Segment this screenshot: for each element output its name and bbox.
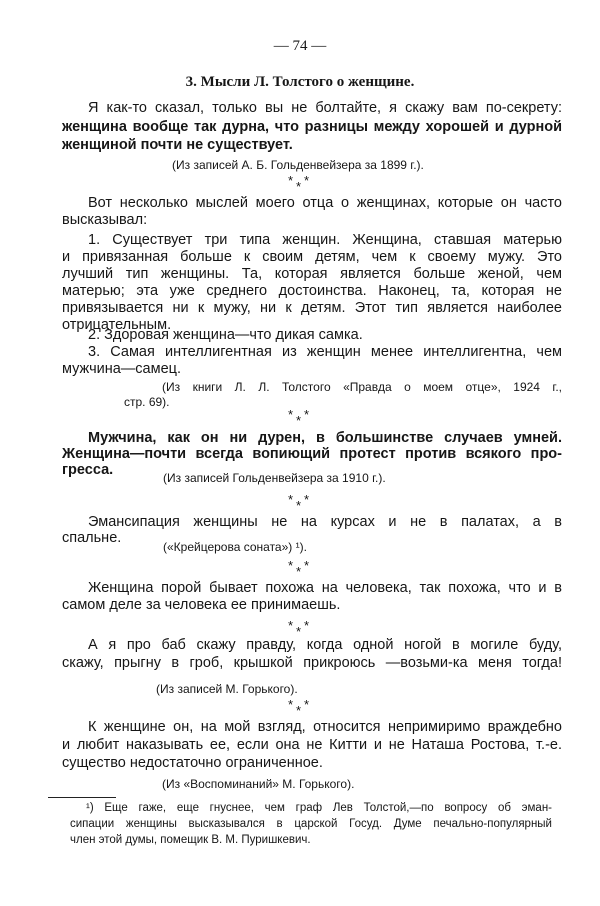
footnote-line: сипации женщины высказывался в царской Госуд. Думе печально-популярный — [70, 818, 552, 830]
paragraph-line: Женщина—почти всегда вопиющий протест против всякого про- — [62, 446, 562, 462]
citation: («Крейцерова соната») ¹). — [163, 540, 307, 554]
paragraph-line: самом деле за человека ее принимаешь. — [62, 597, 341, 613]
paragraph-line: Я как-то сказал, только вы не болтайте, я скажу вам по-секрету: — [88, 100, 562, 116]
paragraph-line: лучший тип женщины. Та, которая является больше женой, чем — [62, 266, 562, 282]
paragraph-line: А я про баб скажу правду, когда одной ногой в могиле буду, — [88, 637, 562, 653]
paragraph-line: скажу, прыгну в гроб, крышкой прикроюсь —возьми-ка меня тогда! — [62, 655, 562, 671]
asterism-divider — [288, 558, 312, 578]
paragraph-line: и любит наказывать ее, если она не Китти и не Наташа Ростова, т.-е. — [62, 737, 562, 753]
paragraph-line: К женщине он, на мой взгляд, относится непримиримо враждебно — [88, 719, 562, 735]
citation: (Из записей А. Б. Гольденвейзера за 1899 г.). — [172, 158, 424, 172]
citation: стр. 69). — [124, 395, 170, 409]
citation: (Из записей Гольденвейзера за 1910 г.). — [163, 471, 386, 485]
paragraph-line: Эмансипация женщины не на курсах и не в палатах, а в — [88, 514, 562, 530]
star: * — [288, 697, 294, 712]
star: * — [304, 558, 310, 573]
paragraph-line: Мужчина, как он ни дурен, в большинстве случаев умней. — [88, 430, 562, 446]
star: * — [288, 173, 294, 188]
paragraph-line: 1. Существует три типа женщин. Женщина, ставшая матерью — [88, 232, 562, 248]
star: * — [304, 618, 310, 633]
paragraph-line: 3. Самая интеллигентная из женщин менее интеллигентна, чем — [88, 344, 562, 360]
paragraph-line: существо недостаточно ограниченное. — [62, 755, 323, 771]
star: * — [296, 413, 302, 428]
paragraph-line: и привязанная больше к своим детям, чем к своему мужу. Это — [62, 249, 562, 265]
asterism-divider — [288, 407, 312, 427]
paragraph-line: высказывал: — [62, 212, 148, 228]
star: * — [296, 703, 302, 718]
star: * — [304, 407, 310, 422]
paragraph-line: мужчина—самец. — [62, 361, 181, 377]
star: * — [296, 179, 302, 194]
paragraph-line: спальне. — [62, 530, 122, 546]
citation: (Из записей М. Горького). — [156, 682, 298, 696]
asterism-divider — [288, 173, 312, 193]
asterism-divider — [288, 492, 312, 512]
paragraph-line: гресса. — [62, 462, 114, 478]
star: * — [304, 173, 310, 188]
paragraph-line: женщина вообще так дурна, что разницы между хорошей и дурной — [62, 119, 562, 135]
star: * — [296, 498, 302, 513]
paragraph-line: привязывается ни к мужу, ни к детям. Этот тип является наиболее — [62, 300, 562, 316]
asterism-divider — [288, 618, 312, 638]
footnote-line: член этой думы, помещик В. М. Пуришкевич. — [70, 834, 311, 846]
paragraph-line: женщиной почти не существует. — [62, 137, 293, 153]
star: * — [288, 618, 294, 633]
star: * — [304, 697, 310, 712]
paragraph-line: Женщина порой бывает похожа на человека, так похожа, что и в — [88, 580, 562, 596]
star: * — [288, 407, 294, 422]
paragraph-line: матерью; эта уже среднего достоинства. Наконец, та, которая не — [62, 283, 562, 299]
star: * — [304, 492, 310, 507]
asterism-divider — [288, 697, 312, 717]
section-title: 3. Мысли Л. Толстого о женщине. — [185, 74, 415, 90]
star: * — [296, 624, 302, 639]
paragraph-line: 2. Здоровая женщина—что дикая самка. — [88, 327, 363, 343]
paragraph-line: отрицательным. — [62, 317, 172, 333]
citation: (Из книги Л. Л. Толстого «Правда о моем отце», 1924 г., — [162, 380, 562, 394]
citation: (Из «Воспоминаний» М. Горького). — [162, 777, 355, 791]
footnote-line: ¹) Еще гаже, еще гнуснее, чем граф Лев Толстой,—по вопросу об эман- — [86, 802, 552, 814]
star: * — [288, 558, 294, 573]
page-number: — 74 — — [273, 38, 327, 54]
star: * — [296, 564, 302, 579]
paragraph-line: Вот несколько мыслей моего отца о женщинах, которые он часто — [88, 195, 562, 211]
footnote-rule — [48, 797, 116, 798]
star: * — [288, 492, 294, 507]
